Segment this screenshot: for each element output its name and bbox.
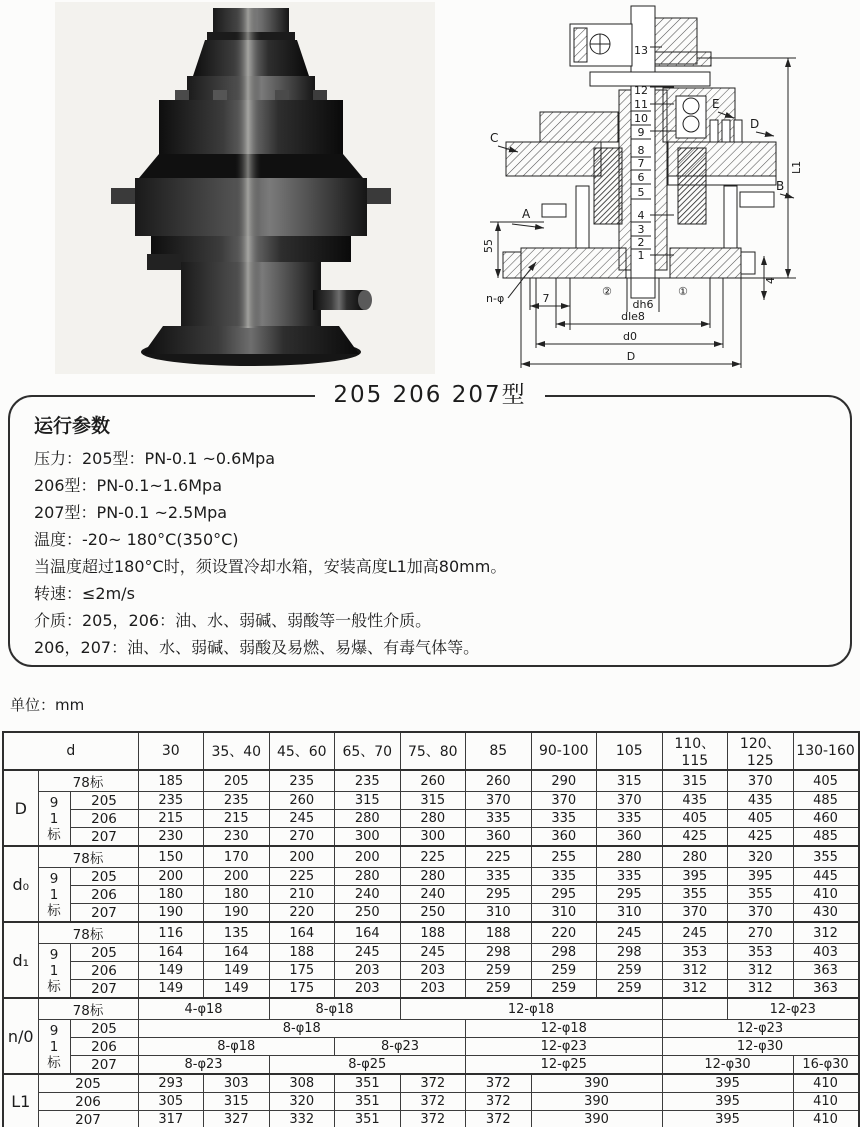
table-cell: 207 [70, 980, 138, 999]
table-cell: 230 [138, 828, 204, 847]
column-header: 75、80 [400, 732, 466, 770]
table-cell: 259 [466, 962, 532, 980]
table-corner-d: d [3, 732, 138, 770]
table-cell: 175 [269, 980, 335, 999]
table-cell: 370 [597, 792, 663, 810]
drawing-body [503, 6, 794, 298]
table-cell: 295 [531, 886, 597, 904]
table-cell: 280 [335, 868, 401, 886]
table-cell: 335 [466, 810, 532, 828]
table-cell: 175 [269, 962, 335, 980]
part-number: 8 [637, 144, 645, 157]
table-cell: 290 [531, 770, 597, 792]
unit-label: 单位：mm [10, 696, 85, 714]
table-cell: 205 [70, 1020, 138, 1038]
parameter-line-pressure-205: 压力：205型：PN-0.1 ~0.6Mpa [34, 449, 276, 468]
table-cell: 203 [335, 962, 401, 980]
table-cell: 164 [138, 944, 204, 962]
table-cell: 188 [269, 944, 335, 962]
table-cell: 425 [662, 828, 728, 847]
table-cell: 390 [531, 1093, 662, 1111]
table-row [3, 886, 859, 904]
table-cell: 78标 [38, 922, 138, 944]
table-row [3, 1093, 859, 1111]
table-cell: 230 [204, 828, 270, 847]
table-cell: 4-φ18 [138, 998, 269, 1020]
dim-n-phi: n-φ [486, 292, 505, 305]
table-cell: 305 [138, 1093, 204, 1111]
table-cell: 225 [400, 846, 466, 868]
table-cell: 315 [335, 792, 401, 810]
table-cell: 372 [400, 1093, 466, 1111]
table-cell: 312 [662, 980, 728, 999]
parameters-heading: 运行参数 [34, 415, 111, 437]
row-group-label: L1 [3, 1074, 38, 1127]
column-header: 130-160 [793, 732, 859, 770]
part-number: 10 [634, 112, 648, 125]
table-cell: 207 [70, 828, 138, 847]
table-cell: 403 [793, 944, 859, 962]
table-cell: 205 [204, 770, 270, 792]
table-cell: 206 [70, 886, 138, 904]
table-cell: 164 [335, 922, 401, 944]
table-cell: 320 [269, 1093, 335, 1111]
table-cell: 78标 [38, 846, 138, 868]
table-cell: 293 [138, 1074, 204, 1093]
column-header: 90-100 [531, 732, 597, 770]
table-cell: 235 [335, 770, 401, 792]
row-group-label: D [3, 770, 38, 846]
table-cell: 206 [38, 1093, 138, 1111]
parameter-line-cooling-note: 当温度超过180°C时，须设置冷却水箱，安装高度L1加高80mm。 [34, 557, 507, 576]
table-cell: 250 [335, 904, 401, 923]
column-header: 120、125 [728, 732, 794, 770]
table-cell: 315 [204, 1093, 270, 1111]
table-cell: 235 [138, 792, 204, 810]
callout-a: A [522, 207, 531, 221]
table-cell: 298 [597, 944, 663, 962]
part-number: 1 [637, 249, 645, 262]
callout-b: B [776, 179, 785, 193]
table-cell: 12-φ30 [662, 1056, 793, 1075]
parameter-line-pressure-206: 206型：PN-0.1~1.6Mpa [34, 476, 222, 495]
table-cell: 149 [204, 962, 270, 980]
table-cell: 370 [728, 770, 794, 792]
table-cell: 390 [531, 1074, 662, 1093]
part-number: 3 [637, 223, 645, 236]
table-cell: 308 [269, 1074, 335, 1093]
table-cell: 259 [531, 962, 597, 980]
table-cell: 215 [204, 810, 270, 828]
table-cell: 310 [466, 904, 532, 923]
table-row [3, 1038, 859, 1056]
table-cell: 280 [400, 868, 466, 886]
table-cell: 8-φ23 [335, 1038, 466, 1056]
table-cell: 149 [204, 980, 270, 999]
table-cell: 270 [269, 828, 335, 847]
table-cell: 220 [269, 904, 335, 923]
table-cell: 240 [400, 886, 466, 904]
table-row [3, 904, 859, 923]
table-cell: 390 [531, 1111, 662, 1127]
part-number: 6 [637, 171, 645, 184]
table-cell: 335 [531, 810, 597, 828]
table-cell: 370 [531, 792, 597, 810]
table-cell: 149 [138, 980, 204, 999]
table-cell: 360 [597, 828, 663, 847]
table-cell: 200 [138, 868, 204, 886]
table-cell: 335 [531, 868, 597, 886]
circled-1: ① [678, 285, 688, 298]
table-cell: 405 [728, 810, 794, 828]
table-cell: 164 [269, 922, 335, 944]
dim-d1e8: dle8 [621, 310, 645, 323]
part-number: 9 [637, 126, 645, 139]
parameter-line-speed: 转速：≤2m/s [34, 584, 135, 603]
parameter-line-temperature: 温度：-20~ 180°C(350°C) [34, 530, 239, 549]
table-cell: 351 [335, 1093, 401, 1111]
table-cell: 206 [70, 1038, 138, 1056]
table-cell: 203 [400, 980, 466, 999]
table-cell: 12-φ23 [466, 1038, 663, 1056]
page-title-text: 205 206 207型 [315, 382, 544, 408]
table-row [3, 922, 859, 944]
spec-table-head-row [3, 732, 859, 770]
table-cell: 485 [793, 828, 859, 847]
callout-e: E [712, 97, 720, 111]
table-cell: 372 [466, 1093, 532, 1111]
table-cell: 395 [662, 1111, 793, 1127]
table-cell: 370 [662, 904, 728, 923]
table-cell: 12-φ18 [400, 998, 662, 1020]
table-cell: 225 [466, 846, 532, 868]
column-header: 105 [597, 732, 663, 770]
table-cell: 245 [662, 922, 728, 944]
table-cell: 206 [70, 810, 138, 828]
table-cell: 245 [597, 922, 663, 944]
table-cell: 300 [335, 828, 401, 847]
table-cell: 235 [269, 770, 335, 792]
table-cell: 395 [662, 1093, 793, 1111]
part-number: 12 [634, 84, 648, 97]
operating-parameters-box [8, 395, 852, 667]
table-cell: 363 [793, 980, 859, 999]
cross-section-diagram [478, 0, 858, 376]
table-cell: 460 [793, 810, 859, 828]
table-cell: 200 [204, 868, 270, 886]
table-row [3, 868, 859, 886]
table-cell: 445 [793, 868, 859, 886]
table-row [3, 980, 859, 999]
table-cell: 190 [204, 904, 270, 923]
table-cell: 312 [728, 962, 794, 980]
table-cell: 360 [531, 828, 597, 847]
table-cell: 205 [38, 1074, 138, 1093]
table-cell: 317 [138, 1111, 204, 1127]
row-group-label: d₀ [3, 846, 38, 922]
product-photo-image [55, 2, 435, 374]
dim-d0: d0 [623, 330, 637, 343]
table-row [3, 792, 859, 810]
table-cell: 12-φ23 [662, 1020, 859, 1038]
table-cell: 410 [793, 1074, 859, 1093]
table-cell: 298 [466, 944, 532, 962]
table-cell: 215 [138, 810, 204, 828]
part-number: 11 [634, 98, 648, 111]
table-row [3, 846, 859, 868]
table-cell: 372 [466, 1111, 532, 1127]
table-cell: 135 [204, 922, 270, 944]
table-row [3, 998, 859, 1020]
table-cell: 280 [662, 846, 728, 868]
row-group-label: d₁ [3, 922, 38, 998]
table-cell: 203 [400, 962, 466, 980]
table-cell: 310 [597, 904, 663, 923]
table-cell: 12-φ23 [728, 998, 859, 1020]
table-cell: 280 [400, 810, 466, 828]
table-cell: 372 [400, 1074, 466, 1093]
circled-2: ② [602, 285, 612, 298]
table-cell: 205 [70, 792, 138, 810]
dim-7: 7 [542, 292, 550, 305]
part-number: 5 [637, 186, 645, 199]
table-cell: 180 [138, 886, 204, 904]
table-cell: 190 [138, 904, 204, 923]
table-cell: 205 [70, 868, 138, 886]
table-cell: 298 [531, 944, 597, 962]
table-row [3, 770, 859, 792]
table-cell: 149 [138, 962, 204, 980]
table-row [3, 828, 859, 847]
table-cell: 200 [269, 846, 335, 868]
table-cell: 485 [793, 792, 859, 810]
dim-D: D [626, 350, 636, 363]
table-cell: 91标 [38, 944, 70, 999]
part-number: 7 [637, 157, 645, 170]
table-cell: 245 [335, 944, 401, 962]
table-cell: 327 [204, 1111, 270, 1127]
table-cell: 370 [466, 792, 532, 810]
table-cell: 360 [466, 828, 532, 847]
table-cell: 259 [597, 962, 663, 980]
table-cell: 206 [70, 962, 138, 980]
table-cell: 315 [597, 770, 663, 792]
table-cell: 351 [335, 1074, 401, 1093]
table-cell: 207 [38, 1111, 138, 1127]
column-header: 30 [138, 732, 204, 770]
page-title [0, 380, 860, 410]
table-cell: 12-φ18 [466, 1020, 663, 1038]
table-cell: 116 [138, 922, 204, 944]
table-cell: 335 [597, 810, 663, 828]
callout-c: C [490, 131, 499, 145]
table-cell: 250 [400, 904, 466, 923]
part-number: 4 [637, 209, 645, 222]
table-cell: 255 [531, 846, 597, 868]
table-cell: 280 [335, 810, 401, 828]
table-cell: 425 [728, 828, 794, 847]
table-cell: 91标 [38, 868, 70, 923]
table-cell: 260 [466, 770, 532, 792]
table-cell: 188 [400, 922, 466, 944]
table-cell: 395 [728, 868, 794, 886]
table-row [3, 810, 859, 828]
table-cell: 240 [335, 886, 401, 904]
dim-dh6: dh6 [632, 298, 654, 311]
table-cell: 245 [269, 810, 335, 828]
table-cell: 353 [662, 944, 728, 962]
table-cell: 259 [466, 980, 532, 999]
table-cell: 410 [793, 886, 859, 904]
table-cell: 12-φ25 [466, 1056, 663, 1075]
dim-4: 4 [764, 277, 777, 284]
table-cell: 203 [335, 980, 401, 999]
table-cell: 295 [597, 886, 663, 904]
table-cell: 303 [204, 1074, 270, 1093]
parameter-line-media-1: 介质：205，206：油、水、弱碱、弱酸等一般性介质。 [34, 611, 432, 630]
technical-drawing [478, 0, 858, 376]
table-cell: 207 [70, 1056, 138, 1075]
table-cell: 351 [335, 1111, 401, 1127]
table-cell: 315 [400, 792, 466, 810]
table-cell: 225 [269, 868, 335, 886]
column-header: 45、60 [269, 732, 335, 770]
table-cell: 260 [400, 770, 466, 792]
dim-L1: L1 [790, 160, 803, 174]
table-cell: 260 [269, 792, 335, 810]
column-header: 35、40 [204, 732, 270, 770]
table-cell [662, 998, 728, 1020]
table-cell: 395 [662, 1074, 793, 1093]
table-cell: 280 [597, 846, 663, 868]
table-cell: 332 [269, 1111, 335, 1127]
parameter-line-media-2: 206，207：油、水、弱碱、弱酸及易燃、易爆、有毒气体等。 [34, 638, 480, 657]
table-cell: 372 [400, 1111, 466, 1127]
table-cell: 8-φ18 [269, 998, 400, 1020]
row-group-label: n/0 [3, 998, 38, 1074]
table-cell: 259 [597, 980, 663, 999]
part-number: 2 [637, 236, 645, 249]
table-cell: 295 [466, 886, 532, 904]
table-cell: 430 [793, 904, 859, 923]
table-cell: 180 [204, 886, 270, 904]
table-cell: 207 [70, 904, 138, 923]
table-cell: 353 [728, 944, 794, 962]
table-cell: 12-φ30 [662, 1038, 859, 1056]
table-cell: 335 [466, 868, 532, 886]
table-cell: 310 [531, 904, 597, 923]
product-photo [55, 2, 435, 374]
table-cell: 8-φ18 [138, 1020, 466, 1038]
column-header: 65、70 [335, 732, 401, 770]
spec-table-body [3, 770, 859, 1127]
table-cell: 16-φ30 [793, 1056, 859, 1075]
table-cell: 370 [728, 904, 794, 923]
table-cell: 335 [597, 868, 663, 886]
column-header: 85 [466, 732, 532, 770]
table-cell: 185 [138, 770, 204, 792]
table-row [3, 944, 859, 962]
table-cell: 235 [204, 792, 270, 810]
table-row [3, 1074, 859, 1093]
spec-table [2, 731, 860, 1127]
table-cell: 8-φ18 [138, 1038, 335, 1056]
table-cell: 410 [793, 1111, 859, 1127]
table-cell: 91标 [38, 792, 70, 847]
table-cell: 78标 [38, 770, 138, 792]
table-cell: 320 [728, 846, 794, 868]
table-cell: 300 [400, 828, 466, 847]
table-cell: 363 [793, 962, 859, 980]
table-cell: 210 [269, 886, 335, 904]
table-cell: 405 [793, 770, 859, 792]
callout-d: D [750, 117, 760, 131]
table-row [3, 1111, 859, 1127]
table-cell: 220 [531, 922, 597, 944]
table-cell: 355 [662, 886, 728, 904]
table-cell: 355 [793, 846, 859, 868]
table-cell: 8-φ23 [138, 1056, 269, 1075]
table-cell: 312 [728, 980, 794, 999]
table-cell: 78标 [38, 998, 138, 1020]
table-cell: 245 [400, 944, 466, 962]
column-header: 110、115 [662, 732, 728, 770]
table-cell: 164 [204, 944, 270, 962]
table-cell: 435 [728, 792, 794, 810]
table-cell: 8-φ25 [269, 1056, 466, 1075]
table-row [3, 1020, 859, 1038]
table-cell: 395 [662, 868, 728, 886]
table-cell: 200 [335, 846, 401, 868]
table-row [3, 1056, 859, 1075]
parameter-line-pressure-207: 207型：PN-0.1 ~2.5Mpa [34, 503, 228, 522]
table-cell: 410 [793, 1093, 859, 1111]
table-row [3, 962, 859, 980]
table-cell: 91标 [38, 1020, 70, 1075]
table-cell: 259 [531, 980, 597, 999]
table-cell: 205 [70, 944, 138, 962]
table-cell: 372 [466, 1074, 532, 1093]
table-cell: 188 [466, 922, 532, 944]
table-cell: 405 [662, 810, 728, 828]
table-cell: 312 [793, 922, 859, 944]
table-cell: 170 [204, 846, 270, 868]
table-cell: 312 [662, 962, 728, 980]
table-cell: 270 [728, 922, 794, 944]
table-cell: 355 [728, 886, 794, 904]
table-cell: 315 [662, 770, 728, 792]
table-cell: 150 [138, 846, 204, 868]
table-cell: 435 [662, 792, 728, 810]
dim-55: 55 [482, 239, 495, 253]
part-number: 13 [634, 44, 648, 57]
